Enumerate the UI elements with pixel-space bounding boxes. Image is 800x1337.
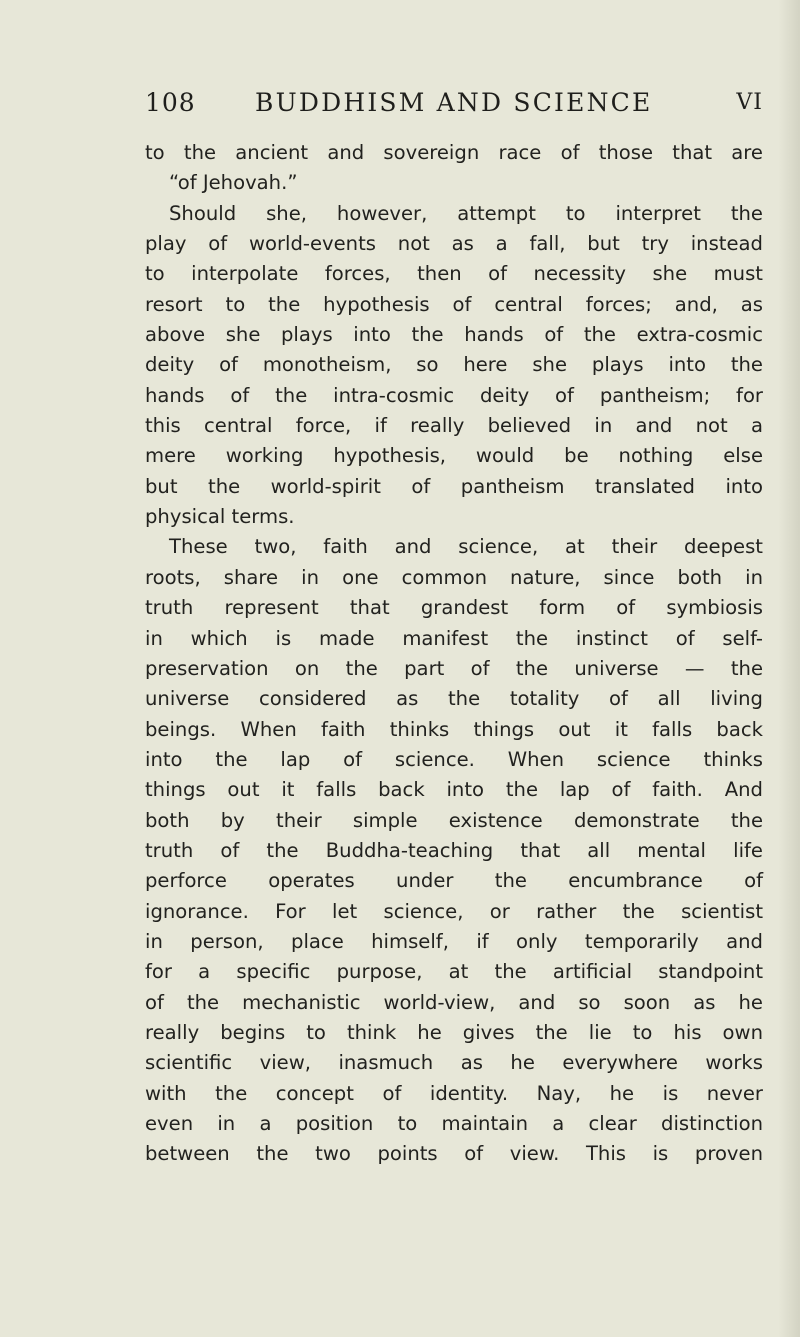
text-line: preservation on the part of the universe — the xyxy=(145,656,763,680)
text-line: in which is made manifest the instinct of self- xyxy=(145,626,763,650)
page-number: 108 xyxy=(145,88,196,117)
text-line: play of world-events not as a fall, but try instead xyxy=(145,232,763,256)
running-title: BUDDHISM AND SCIENCE xyxy=(255,88,653,117)
text-line: ignorance. For let science, or rather the scientist xyxy=(145,899,763,923)
text-line: deity of monotheism, so here she plays into the xyxy=(145,353,763,377)
text-line: with the concept of identity. Nay, he is never xyxy=(145,1081,763,1105)
text-line: resort to the hypothesis of central forces; and, as xyxy=(145,292,763,316)
text-line: into the lap of science. When science thinks xyxy=(145,747,763,771)
text-line: physical terms. xyxy=(145,505,295,529)
text-line: perforce operates under the encumbrance of xyxy=(145,869,763,893)
text-line: hands of the intra-cosmic deity of pantheism; for xyxy=(145,383,763,407)
text-line: universe considered as the totality of all living xyxy=(145,687,763,711)
page-edge-shadow xyxy=(778,0,800,1337)
text-line: truth represent that grandest form of symbiosis xyxy=(145,596,763,620)
text-line: but the world-spirit of pantheism translated into xyxy=(145,474,763,498)
text-line: Should she, however, attempt to interpret the xyxy=(169,201,763,225)
text-line: of the mechanistic world-view, and so soon as he xyxy=(145,990,763,1014)
text-line: scientific view, inasmuch as he everywhere works xyxy=(145,1051,763,1075)
text-line: to the ancient and sovereign race of those that are xyxy=(145,141,763,164)
running-header xyxy=(145,88,763,128)
text-line: for a specific purpose, at the artificial standpoint xyxy=(145,960,763,984)
text-line: things out it falls back into the lap of faith. And xyxy=(145,778,763,802)
chapter-number: VI xyxy=(736,90,763,115)
text-line: even in a position to maintain a clear distinction xyxy=(145,1112,763,1135)
text-line: to interpolate forces, then of necessity she must xyxy=(145,262,763,286)
text-line: These two, faith and science, at their deepest xyxy=(169,535,763,559)
text-line: in person, place himself, if only temporarily and xyxy=(145,929,763,953)
text-line: above she plays into the hands of the extra-cosmic xyxy=(145,323,763,347)
text-line: this central force, if really believed in and not a xyxy=(145,414,763,438)
body-text xyxy=(145,138,763,1170)
text-line: really begins to think he gives the lie to his own xyxy=(145,1020,763,1044)
text-line: mere working hypothesis, would be nothing else xyxy=(145,444,763,468)
text-line: “of Jehovah.” xyxy=(169,171,298,195)
text-line: beings. When faith thinks things out it falls back xyxy=(145,717,763,741)
text-line: roots, share in one common nature, since both in xyxy=(145,565,763,589)
text-line: between the two points of view. This is proven xyxy=(145,1142,763,1166)
text-line: truth of the Buddha-teaching that all mental life xyxy=(145,838,763,862)
text-line: both by their simple existence demonstrate the xyxy=(145,808,763,832)
